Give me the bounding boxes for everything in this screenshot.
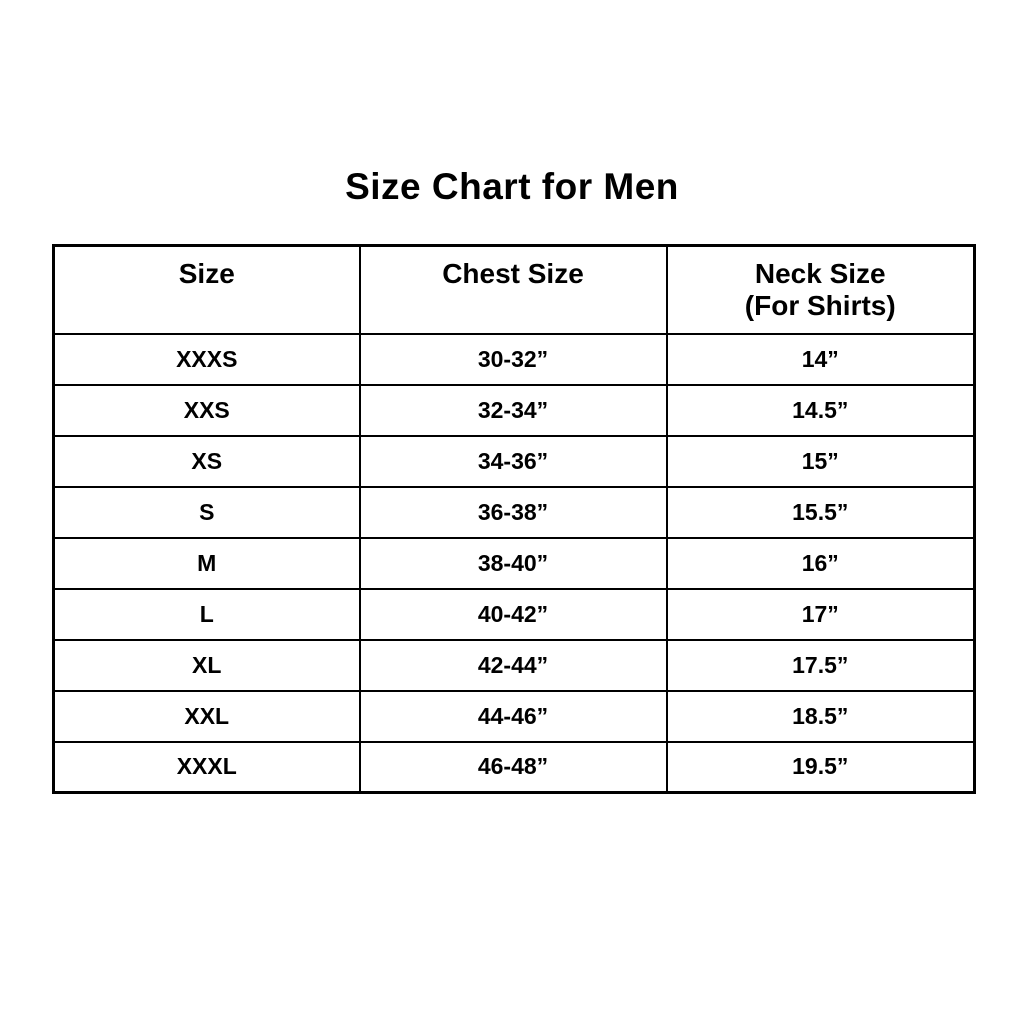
cell-neck-size: 17” — [667, 589, 975, 640]
header-chest-size-label: Chest Size — [442, 258, 584, 289]
header-size-label: Size — [178, 258, 235, 289]
cell-neck-size: 18.5” — [667, 691, 975, 742]
table-row — [54, 385, 975, 436]
cell-chest-size: 46-48” — [360, 742, 667, 793]
cell-size: XS — [54, 436, 360, 487]
table-row — [54, 640, 975, 691]
cell-neck-size: 14.5” — [667, 385, 975, 436]
page-title: Size Chart for Men — [345, 166, 679, 207]
table-header — [54, 246, 975, 334]
cell-chest-size: 42-44” — [360, 640, 667, 691]
cell-chest-size: 40-42” — [360, 589, 667, 640]
cell-size: S — [54, 487, 360, 538]
size-chart-table — [52, 244, 976, 794]
header-row — [54, 246, 975, 334]
cell-size: XXXL — [54, 742, 360, 793]
cell-size: XXS — [54, 385, 360, 436]
cell-chest-size: 36-38” — [360, 487, 667, 538]
cell-neck-size: 15” — [667, 436, 975, 487]
table-row — [54, 538, 975, 589]
cell-neck-size: 19.5” — [667, 742, 975, 793]
cell-chest-size: 34-36” — [360, 436, 667, 487]
table-row — [54, 589, 975, 640]
cell-neck-size: 17.5” — [667, 640, 975, 691]
header-chest-size — [360, 246, 667, 334]
cell-size: XL — [54, 640, 360, 691]
table-row — [54, 691, 975, 742]
table-row — [54, 487, 975, 538]
table-body — [54, 334, 975, 793]
header-neck-size — [667, 246, 975, 334]
table-row — [54, 436, 975, 487]
cell-size: XXXS — [54, 334, 360, 385]
cell-neck-size: 15.5” — [667, 487, 975, 538]
table-row — [54, 334, 975, 385]
cell-chest-size: 30-32” — [360, 334, 667, 385]
cell-size: L — [54, 589, 360, 640]
header-neck-size-label-line2: (For Shirts) — [744, 290, 896, 321]
cell-size: XXL — [54, 691, 360, 742]
cell-chest-size: 38-40” — [360, 538, 667, 589]
header-size — [54, 246, 360, 334]
cell-chest-size: 44-46” — [360, 691, 667, 742]
table-row — [54, 742, 975, 793]
cell-chest-size: 32-34” — [360, 385, 667, 436]
cell-size: M — [54, 538, 360, 589]
cell-neck-size: 16” — [667, 538, 975, 589]
cell-neck-size: 14” — [667, 334, 975, 385]
header-neck-size-label-line1: Neck Size — [754, 258, 886, 289]
